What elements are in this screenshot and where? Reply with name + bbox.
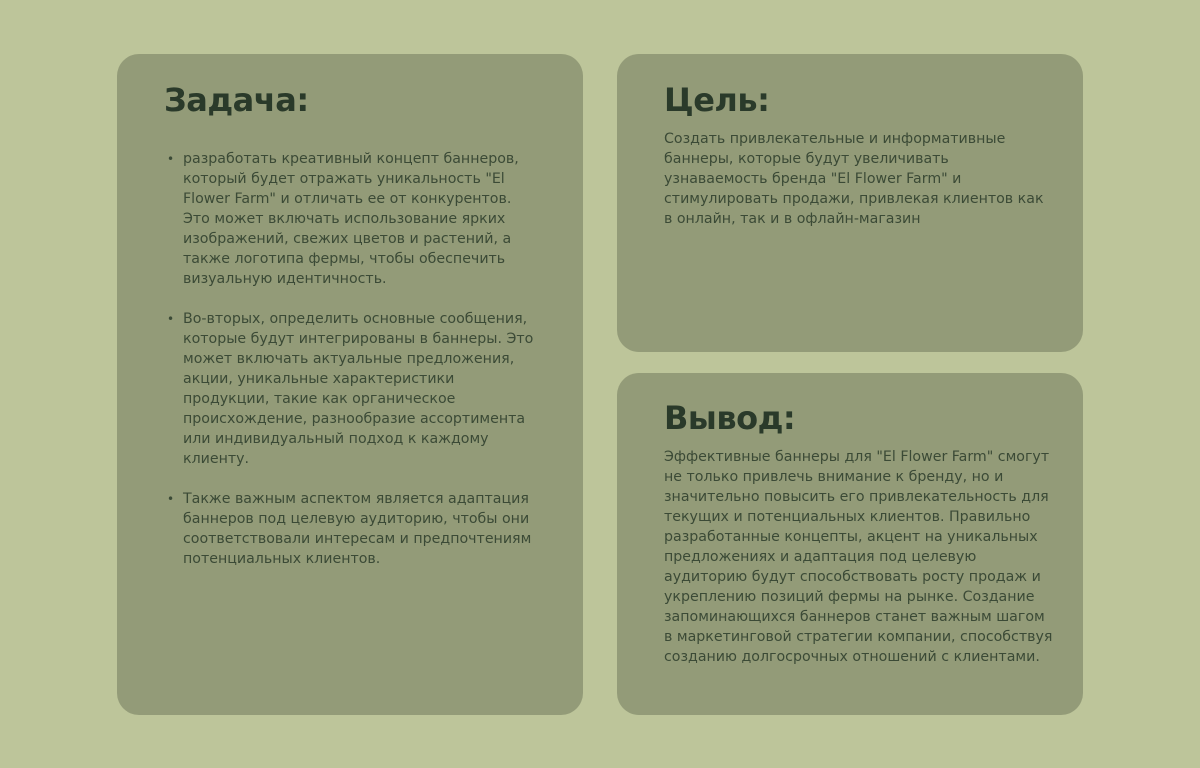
conclusion-text: Эффективные баннеры для "El Flower Farm" смогут не только привлечь внимание к бренду, но и значительно повысить его привлекательность для текущих и потенциальных клиентов. Правильно разработанные концепты, акцент на уникальных предложениях и адаптация под целевую аудиторию будут способствовать росту продаж и укреплению позиций фермы на рынке. Создание запоминающихся баннеров станет важным шагом в маркетинговой стратегии компании, способствуя созданию долгосрочных отношений с клиентами. <box>664 449 1053 665</box>
bullet-dot-icon: • <box>167 152 175 166</box>
task-list <box>164 149 536 589</box>
bullet-dot-icon: • <box>167 312 175 326</box>
task-item-text: разработать креативный концепт баннеров, который будет отражать уникальность "El Flower Farm" и отличать ее от конкурентов. Это может включать использование ярких изображений, свежих цветов и растений, а также логотипа фермы, чтобы обеспечить визуальную идентичность. <box>183 151 519 287</box>
task-card <box>117 54 583 715</box>
task-list-item <box>164 149 536 289</box>
bullet-dot-icon: • <box>167 492 175 506</box>
conclusion-title: Вывод: <box>664 399 796 437</box>
goal-text: Создать привлекательные и информативные баннеры, которые будут увеличивать узнаваемость бренда "El Flower Farm" и стимулировать продажи, привлекая клиентов как в онлайн, так и в офлайн-магазин <box>664 131 1044 227</box>
goal-card <box>617 54 1083 352</box>
task-title: Задача: <box>164 81 309 119</box>
task-item-text: Также важным аспектом является адаптация баннеров под целевую аудиторию, чтобы они соответствовали интересам и предпочтениям потенциальных клиентов. <box>183 491 532 567</box>
conclusion-card <box>617 373 1083 715</box>
goal-title: Цель: <box>664 81 770 119</box>
task-item-text: Во-вторых, определить основные сообщения, которые будут интегрированы в баннеры. Это может включать актуальные предложения, акции, уникальные характеристики продукции, такие как органическое происхождение, разнообразие ассортимента или индивидуальный подход к каждому клиенту. <box>183 311 534 467</box>
task-list-item <box>164 489 536 569</box>
task-list-item <box>164 309 536 469</box>
